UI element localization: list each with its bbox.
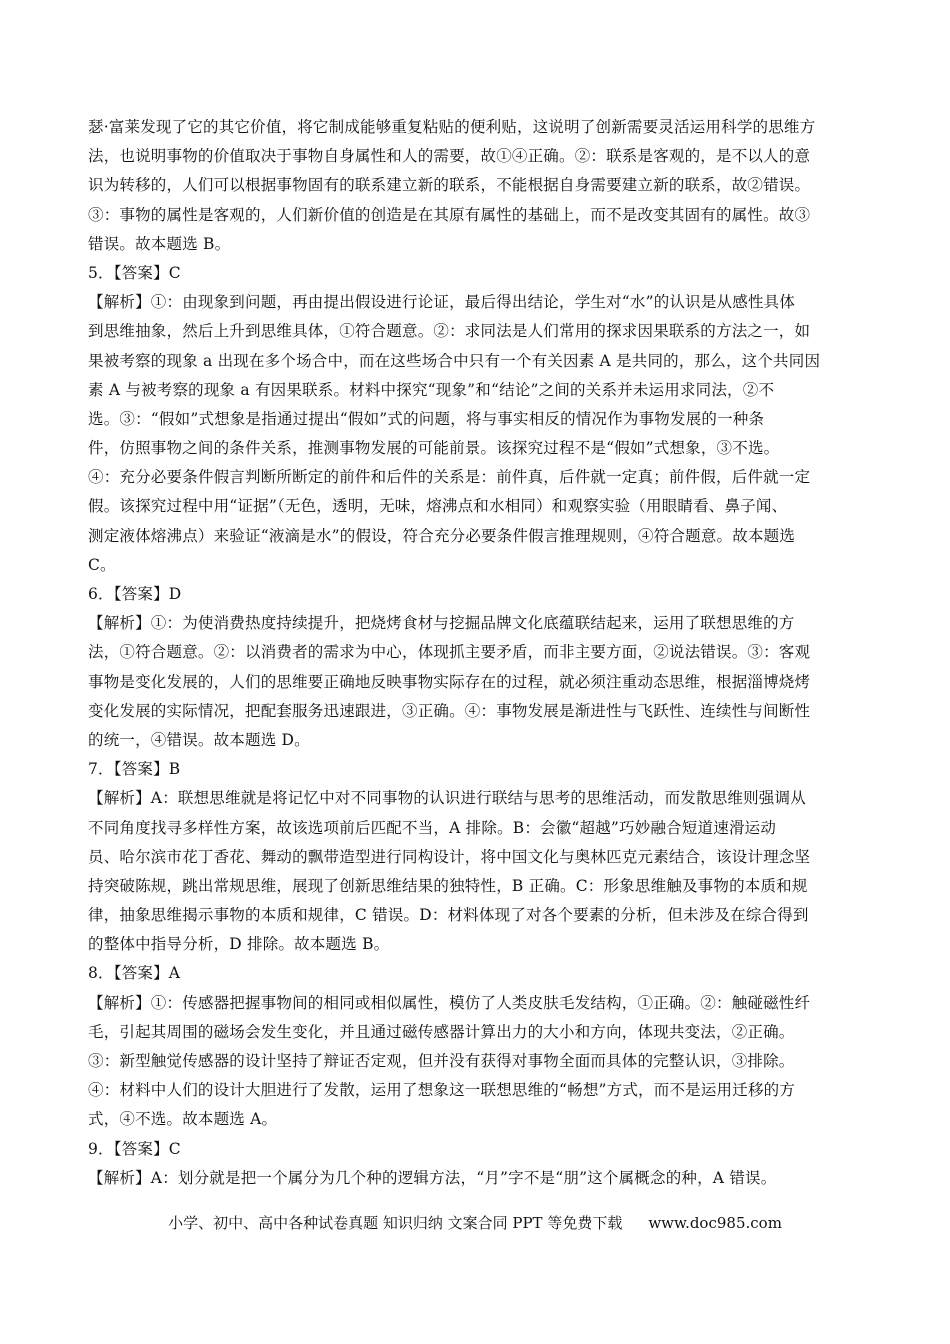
text-line: 选。③：“假如”式想象是指通过提出“假如”式的问题，将与事实相反的情况作为事物发展的一种条 (88, 409, 765, 428)
text-line: 律，抽象思维揭示事物的本质和规律，C 错误。D：材料体现了对各个要素的分析，但未涉及在综合得到 (88, 906, 809, 925)
text-line: 员、哈尔滨市花丁香花、舞动的飘带造型进行同构设计，将中国文化与奥林匹克元素结合，该设计理念坚 (88, 847, 811, 866)
text-line: ④：材料中人们的设计大胆进行了发散，运用了想象这一联想思维的“畅想”方式，而不是运用迁移的方 (88, 1081, 796, 1100)
text-line: 假。该探究过程中用“证据”（无色，透明，无味，熔沸点和水相同）和观察实验（用眼睛看、鼻子闻、 (88, 497, 788, 516)
text-line: 件，仿照事物之间的条件关系，推测事物发展的可能前景。该探究过程不是“假如”式想象，③不选。 (88, 439, 780, 458)
answer-explanations (88, 113, 864, 1193)
text-line: 毛，引起其周围的磁场会发生变化，并且通过磁传感器计算出力的大小和方向，体现共变法，②正确。 (88, 1022, 795, 1041)
text-line: 不同角度找寻多样性方案，故该选项前后匹配不当，A 排除。B：会徽“超越”巧妙融合短道速滑运动 (88, 818, 777, 837)
text-line: 持突破陈规，跳出常规思维，展现了创新思维结果的独特性，B 正确。C：形象思维触及事物的本质和规 (88, 876, 808, 895)
answer-heading: 6．【答案】D (88, 585, 182, 603)
text-line: 变化发展的实际情况，把配套服务迅速跟进，③正确。④：事物发展是渐进性与飞跃性、连续性与间断性 (88, 701, 811, 720)
text-line: C。 (88, 555, 116, 574)
text-line: 【解析】①：为使消费热度持续提升，把烧烤食材与挖掘品牌文化底蕴联结起来，运用了联想思维的方 (88, 614, 795, 633)
text-line: ③：新型触觉传感器的设计坚持了辩证否定观，但并没有获得对事物全面而具体的完整认识，③排除。 (88, 1052, 795, 1070)
answer-heading: 5．【答案】C (88, 263, 181, 282)
text-line: 到思维抽象，然后上升到思维具体，①符合题意。②：求同法是人们常用的探求因果联系的方法之一，如 (88, 322, 811, 341)
answer-heading: 8．【答案】A (88, 964, 181, 983)
text-line: 识为转移的，人们可以根据事物固有的联系建立新的联系，不能根据自身需要建立新的联系，故②错误。 (88, 176, 811, 195)
text-line: ③：事物的属性是客观的，人们新价值的创造是在其原有属性的基础上，而不是改变其固有的属性。故③ (88, 205, 811, 224)
text-line: 【解析】A：联想思维就是将记忆中对不同事物的认识进行联结与思考的思维活动，而发散思维则强调从 (88, 789, 806, 808)
text-line: 测定液体熔沸点）来验证“液滴是水”的假设，符合充分必要条件假言推理规则，④符合题意。故本题选 (88, 526, 796, 545)
footer-text: 小学、初中、高中各种试卷真题 知识归纳 文案合同 PPT 等免费下载 (168, 1214, 623, 1232)
text-line: 瑟·富莱发现了它的其它价值，将它制成能够重复粘贴的便利贴，这说明了创新需要灵活运用科学的思维方 (88, 118, 816, 136)
text-line: ④：充分必要条件假言判断所断定的前件和后件的关系是：前件真，后件就一定真；前件假，后件就一定 (88, 468, 811, 487)
answer-heading: 9．【答案】C (88, 1139, 181, 1158)
text-line: 的整体中指导分析，D 排除。故本题选 B。 (88, 935, 390, 954)
text-line: 法，①符合题意。②：以消费者的需求为中心，体现抓主要矛盾，而非主要方面，②说法错误。③：客观 (88, 643, 811, 662)
page-footer (0, 1212, 950, 1234)
text-line: 事物是变化发展的，人们的思维要正确地反映事物实际存在的过程，就必须注重动态思维，根据淄博烧烤 (88, 672, 811, 691)
answer-heading: 7．【答案】B (88, 760, 181, 779)
text-line: 【解析】A：划分就是把一个属分为几个种的逻辑方法，“月”字不是“朋”这个属概念的种，A 错误。 (88, 1168, 777, 1187)
text-line: 式，④不选。故本题选 A。 (88, 1110, 278, 1129)
text-line: 错误。故本题选 B。 (88, 234, 231, 253)
text-line: 素 A 与被考察的现象 a 有因果联系。材料中探究“现象”和“结论”之间的关系并未运用求同法，②不 (88, 380, 775, 399)
text-line: 【解析】①：由现象到问题，再由提出假设进行论证，最后得出结论，学生对“水”的认识是从感性具体 (88, 293, 796, 312)
text-line: 的统一，④错误。故本题选 D。 (88, 730, 310, 749)
text-line: 法，也说明事物的价值取决于事物自身属性和人的需要，故①④正确。②：联系是客观的，是不以人的意 (88, 147, 811, 166)
text-line: 【解析】①：传感器把握事物间的相同或相似属性，模仿了人类皮肤毛发结构，①正确。②：触碰磁性纤 (88, 993, 811, 1012)
text-line: 果被考察的现象 a 出现在多个场合中，而在这些场合中只有一个有关因素 A 是共同的，那么，这个共同因 (88, 351, 821, 370)
footer-url[interactable]: www.doc985.com (648, 1214, 782, 1232)
